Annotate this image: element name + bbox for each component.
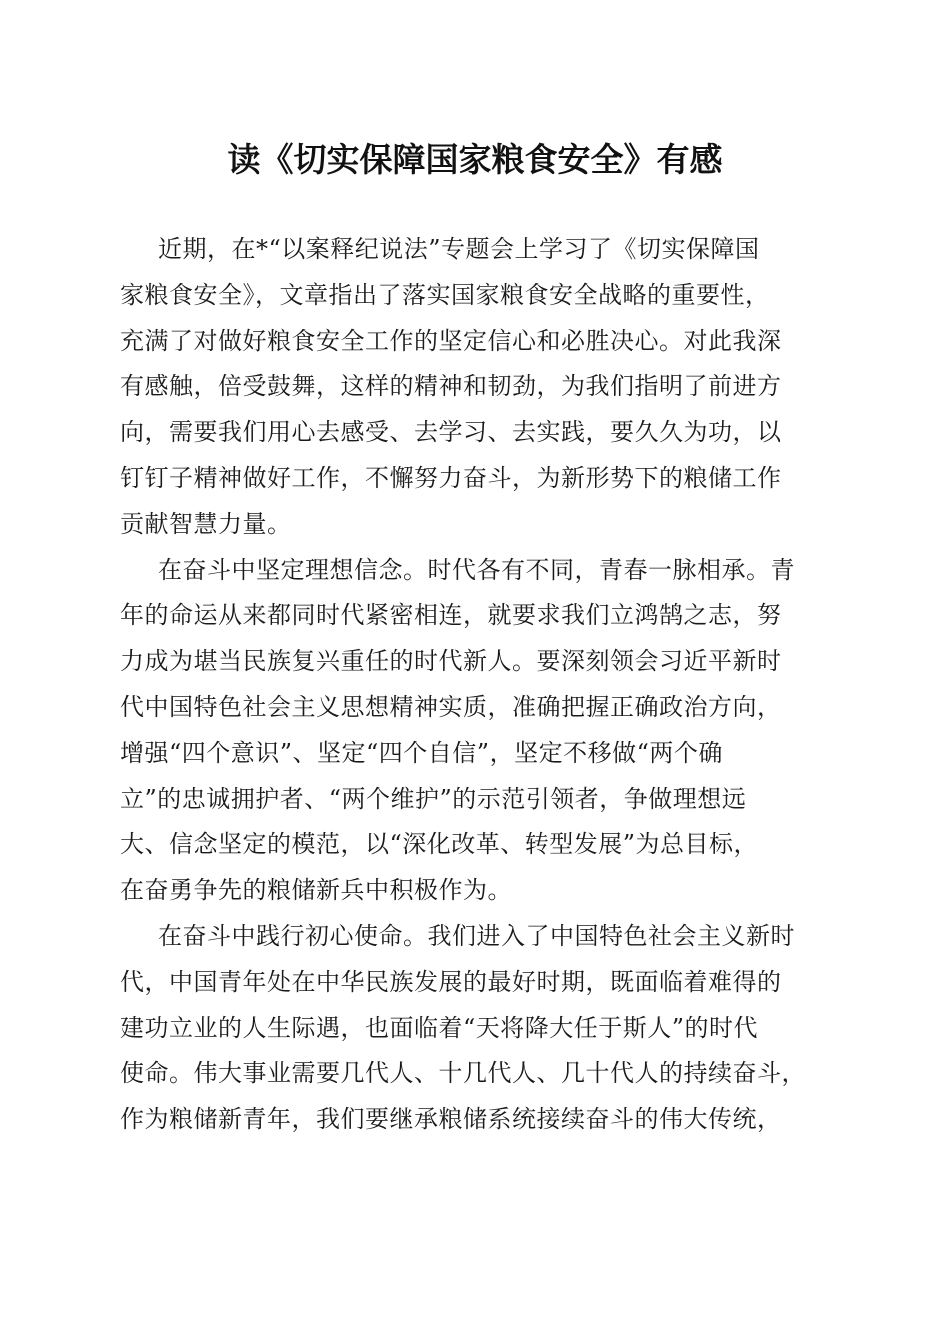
text-line: 贡献智慧力量。	[120, 509, 292, 538]
text-line: 在奋斗中践行初心使命。我们进入了中国特色社会主义新时	[158, 921, 795, 950]
document-title: 读《切实保障国家粮食安全》有感	[227, 140, 723, 179]
text-line: 增强“四个意识”、坚定“四个自信”，坚定不移做“两个确	[120, 738, 723, 767]
text-line: 建功立业的人生际遇，也面临着“天将降大任于斯人”的时代	[120, 1013, 759, 1042]
text-line: 代中国特色社会主义思想精神实质，准确把握正确政治方向，	[120, 692, 782, 721]
text-line: 充满了对做好粮食安全工作的坚定信心和必胜决心。对此我深	[120, 326, 782, 355]
text-line: 代，中国青年处在中华民族发展的最好时期，既面临着难得的	[120, 967, 782, 996]
text-line: 作为粮储新青年，我们要继承粮储系统接续奋斗的伟大传统，	[120, 1105, 782, 1134]
paragraph-1	[120, 227, 840, 548]
text-line: 钉钉子精神做好工作，不懈努力奋斗，为新形势下的粮储工作	[120, 463, 782, 492]
paragraph-3	[120, 914, 840, 1143]
text-line: 使命。伟大事业需要几代人、十几代人、几十代人的持续奋斗，	[120, 1059, 806, 1088]
text-line: 近期，在*“以案释纪说法”专题会上学习了《切实保障国	[158, 235, 760, 263]
text-line: 在奋勇争先的粮储新兵中积极作为。	[120, 876, 512, 905]
paragraph-2	[120, 548, 840, 914]
text-line: 年的命运从来都同时代紧密相连，就要求我们立鸿鹄之志，努	[120, 601, 782, 630]
text-line: 家粮食安全》，文章指出了落实国家粮食安全战略的重要性，	[120, 280, 770, 309]
text-line: 立”的忠诚拥护者、“两个维护”的示范引领者，争做理想远	[120, 784, 747, 813]
document-body	[120, 227, 840, 1143]
text-line: 力成为堪当民族复兴重任的时代新人。要深刻领会习近平新时	[120, 647, 782, 676]
text-line: 在奋斗中坚定理想信念。时代各有不同，青春一脉相承。青	[158, 555, 795, 584]
text-line: 大、信念坚定的模范，以“深化改革、转型发展”为总目标，	[120, 830, 759, 859]
text-line: 向，需要我们用心去感受、去学习、去实践，要久久为功，以	[120, 418, 782, 447]
text-line: 有感触，倍受鼓舞，这样的精神和韧劲，为我们指明了前进方	[120, 372, 782, 401]
